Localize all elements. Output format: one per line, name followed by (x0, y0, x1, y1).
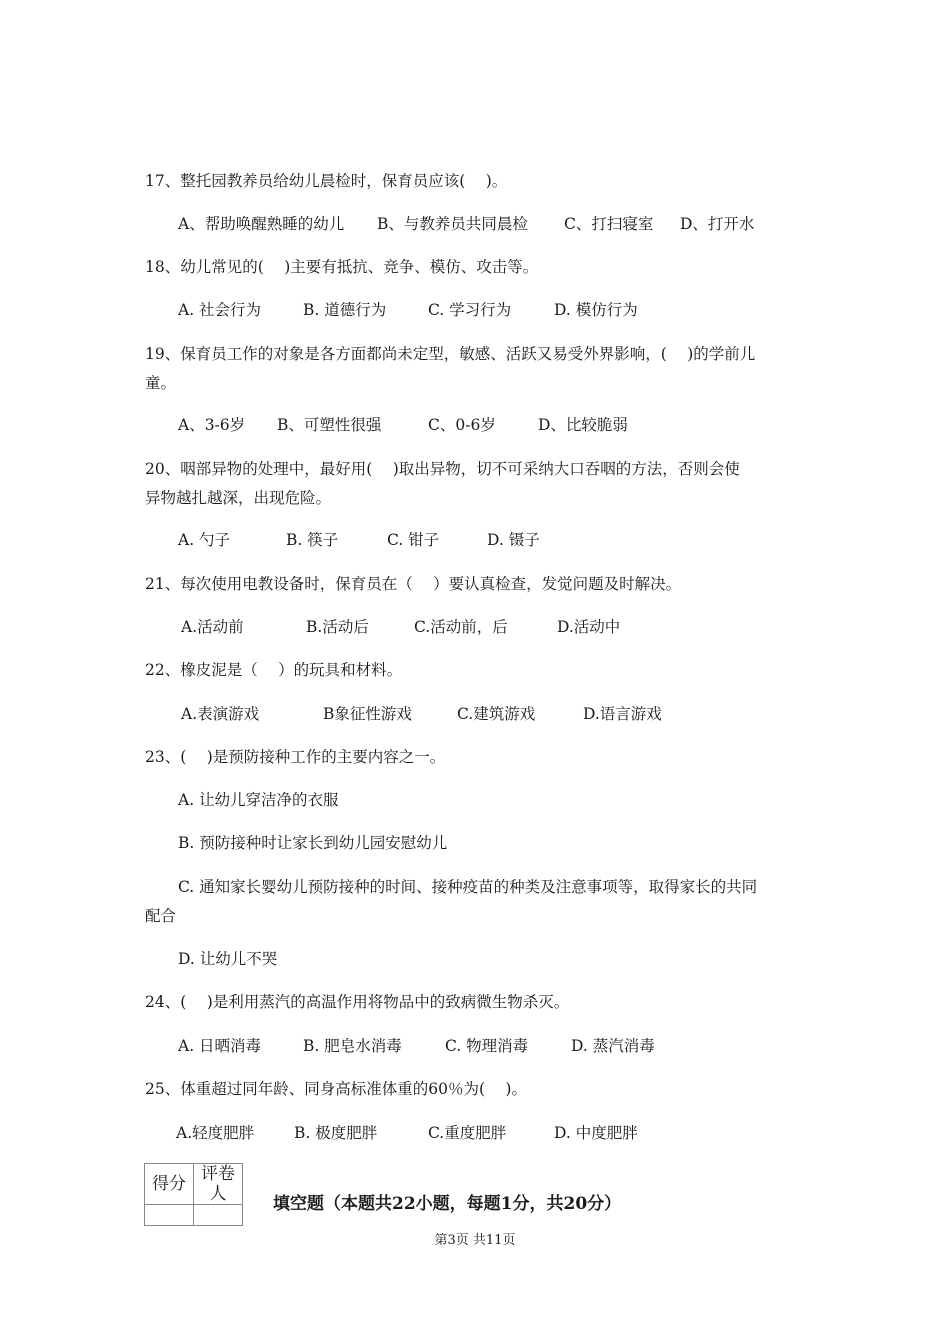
option-c: C.建筑游戏 (457, 705, 536, 723)
option-c: C、打扫寝室 (564, 215, 654, 233)
option-b: B、可塑性很强 (277, 416, 382, 434)
question-19-stem-line2: 童。 (145, 374, 177, 392)
option-c: C、0-6岁 (428, 416, 496, 434)
option-a: A. 日晒消毒 (178, 1037, 262, 1055)
option-a: A、帮助唤醒熟睡的幼儿 (178, 215, 345, 233)
option-c: C.活动前，后 (414, 618, 508, 636)
option-a: A.活动前 (181, 618, 244, 636)
question-24-stem: 24、( )是利用蒸汽的高温作用将物品中的致病微生物杀灭。 (145, 993, 570, 1011)
question-25-options (0, 1123, 950, 1143)
question-19-stem-line1: 19、保育员工作的对象是各方面都尚未定型，敏感、活跃又易受外界影响，( )的学前儿 (145, 345, 756, 363)
question-19-options (0, 415, 950, 435)
question-18-stem: 18、幼儿常见的( )主要有抵抗、竞争、模仿、攻击等。 (145, 258, 539, 276)
option-d: D.活动中 (557, 618, 621, 636)
question-20-stem-line2: 异物越扎越深，出现危险。 (145, 489, 332, 507)
question-20-options (0, 530, 950, 550)
page-footer: 第3页 共11页 (434, 1233, 516, 1248)
score-label: 得分 (145, 1164, 194, 1205)
option-d: D.语言游戏 (583, 705, 662, 723)
option-b: B.活动后 (306, 618, 369, 636)
question-25-stem: 25、体重超过同年龄、同身高标准体重的60％为( )。 (145, 1080, 527, 1098)
option-b: B. 道德行为 (303, 301, 387, 319)
question-24-options (0, 1036, 950, 1056)
question-20-stem-line1: 20、咽部异物的处理中，最好用( )取出异物，切不可采纳大口吞咽的方法，否则会使 (145, 460, 740, 478)
option-a: A、3-6岁 (178, 416, 246, 434)
score-cell[interactable] (145, 1205, 194, 1226)
question-17-stem: 17、整托园教养员给幼儿晨检时，保育员应该( )。 (145, 172, 508, 190)
option-d: D. 镊子 (487, 531, 540, 549)
question-18-options (0, 300, 950, 320)
score-table (144, 1163, 243, 1226)
option-d: D. 中度肥胖 (554, 1124, 638, 1142)
option-a: A.表演游戏 (181, 705, 260, 723)
question-17-options (0, 214, 950, 234)
option-b: B. 肥皂水消毒 (303, 1037, 402, 1055)
option-a: A. 社会行为 (178, 301, 262, 319)
option-c: C. 物理消毒 (445, 1037, 529, 1055)
question-23-option-b: B. 预防接种时让家长到幼儿园安慰幼儿 (178, 834, 448, 852)
option-c: C.重度肥胖 (428, 1124, 507, 1142)
option-b: B象征性游戏 (323, 705, 412, 723)
option-c: C. 钳子 (387, 531, 440, 549)
question-23-option-c-line2: 配合 (145, 907, 177, 925)
option-b: B、与教养员共同晨检 (377, 215, 528, 233)
question-23-option-a: A. 让幼儿穿洁净的衣服 (178, 791, 339, 809)
section-title: 填空题（本题共22小题，每题1分，共20分） (273, 1194, 622, 1214)
option-d: D. 蒸汽消毒 (571, 1037, 655, 1055)
option-d: D、打开水 (680, 215, 755, 233)
question-21-stem: 21、每次使用电教设备时，保育员在（ ）要认真检查，发觉问题及时解决。 (145, 575, 682, 593)
question-23-option-d: D. 让幼儿不哭 (178, 950, 278, 968)
option-a: A.轻度肥胖 (176, 1124, 255, 1142)
question-23-stem: 23、( )是预防接种工作的主要内容之一。 (145, 748, 446, 766)
option-a: A. 勺子 (178, 531, 231, 549)
grader-label: 评卷人 (194, 1164, 243, 1205)
option-d: D. 模仿行为 (554, 301, 638, 319)
option-d: D、比较脆弱 (538, 416, 628, 434)
option-b: B. 筷子 (286, 531, 339, 549)
question-22-options (0, 704, 950, 724)
option-c: C. 学习行为 (428, 301, 512, 319)
option-b: B. 极度肥胖 (294, 1124, 378, 1142)
question-21-options (0, 617, 950, 637)
question-22-stem: 22、橡皮泥是（ ）的玩具和材料。 (145, 661, 403, 679)
question-23-option-c-line1: C. 通知家长婴幼儿预防接种的时间、接种疫苗的种类及注意事项等，取得家长的共同 (178, 878, 758, 896)
grader-cell[interactable] (194, 1205, 243, 1226)
